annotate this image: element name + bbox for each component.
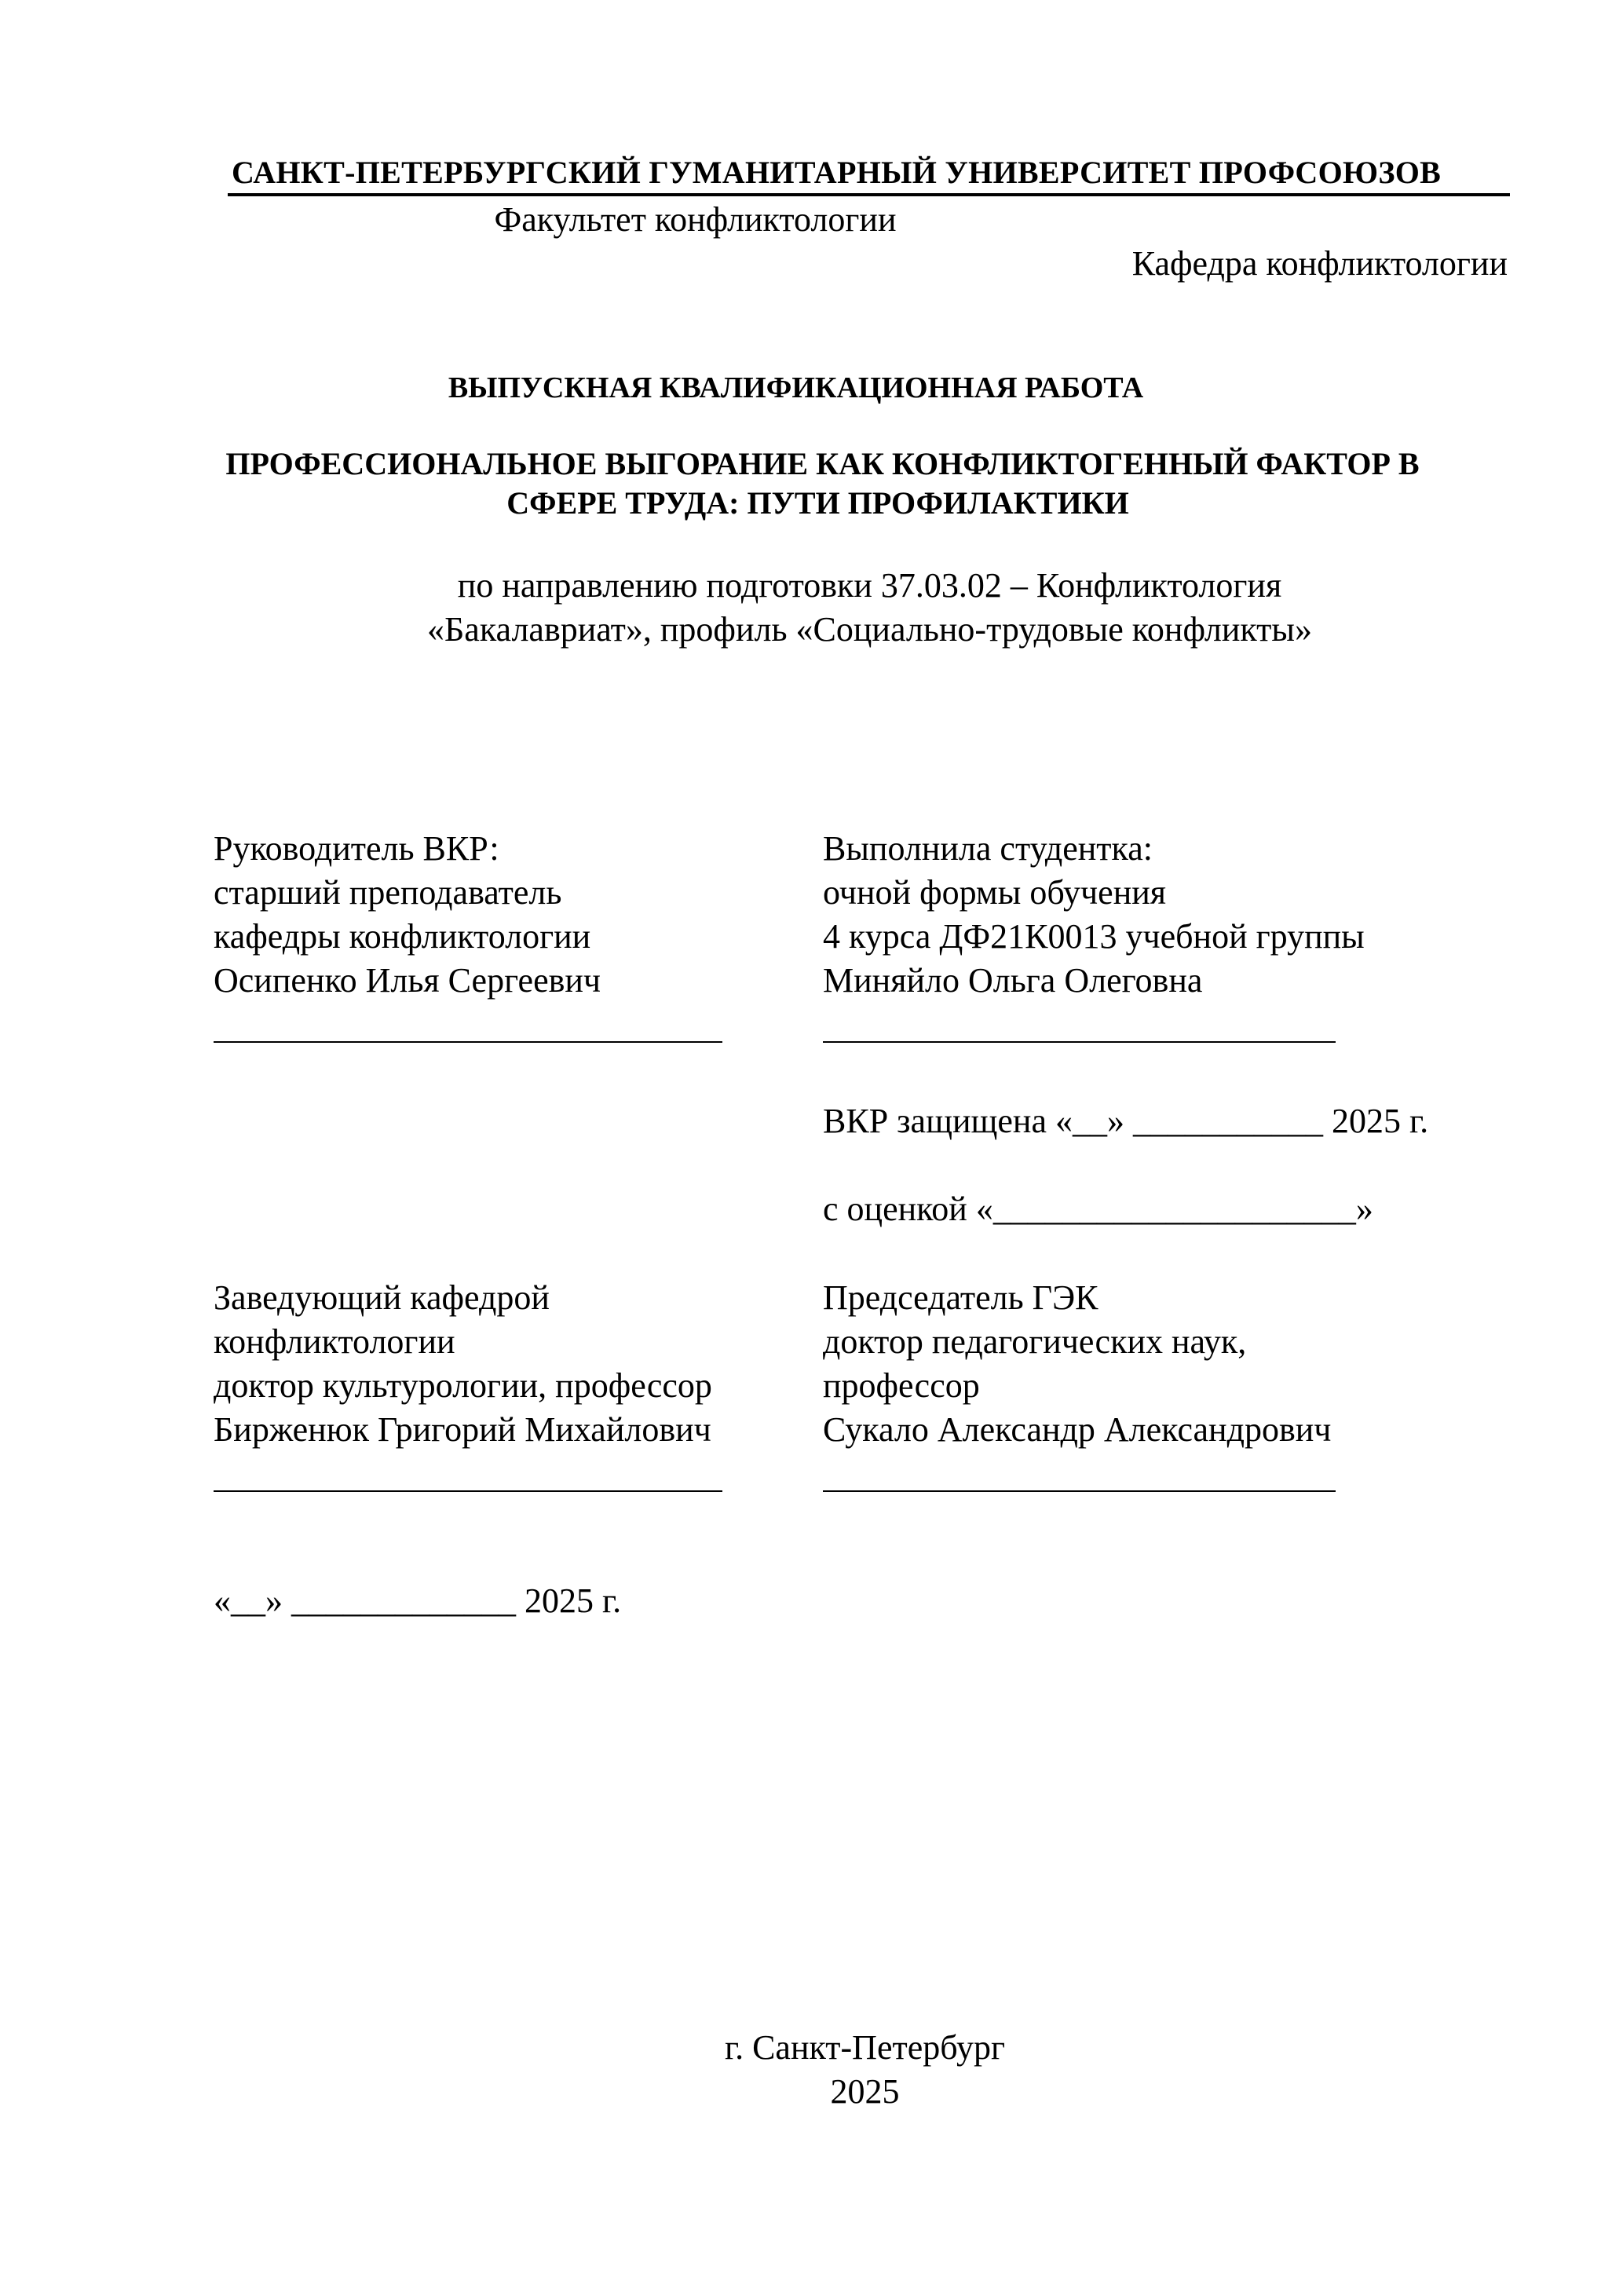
chairman-name: Сукало Александр Александрович xyxy=(823,1410,1332,1449)
supervisor-role: Руководитель ВКР: xyxy=(214,829,499,868)
student-signature-line xyxy=(823,1041,1336,1043)
chairman-degree: доктор педагогических наук, xyxy=(823,1322,1247,1361)
head-role: Заведующий кафедрой xyxy=(214,1278,550,1317)
university-name: САНКТ-ПЕТЕРБУРГСКИЙ ГУМАНИТАРНЫЙ УНИВЕРСИТЕТ ПРОФСОЮЗОВ xyxy=(232,155,1442,190)
chairman-signature-line xyxy=(823,1490,1336,1492)
head-of-department-block xyxy=(214,1276,712,1452)
head-signature-line xyxy=(214,1490,722,1492)
department-name: Кафедра конфликтологии xyxy=(1131,244,1508,283)
work-type-line xyxy=(0,371,1623,405)
student-group: 4 курса ДФ21К0013 учебной группы xyxy=(823,917,1365,956)
supervisor-position: старший преподаватель xyxy=(214,873,562,912)
university-underline xyxy=(228,193,1510,196)
head-degree: доктор культурологии, профессор xyxy=(214,1366,712,1405)
city: г. Санкт-Петербург xyxy=(724,2028,1005,2067)
defense-grade: с оценкой «_____________________» xyxy=(823,1190,1373,1228)
chairman-title: профессор xyxy=(823,1366,980,1405)
study-direction xyxy=(0,564,1623,652)
supervisor-department: кафедры конфликтологии xyxy=(214,917,591,956)
chairman-block xyxy=(823,1276,1331,1452)
date-line: «__» _____________ 2025 г. xyxy=(214,1581,622,1620)
work-type: ВЫПУСКНАЯ КВАЛИФИКАЦИОННАЯ РАБОТА xyxy=(448,371,1144,404)
defense-date: ВКР защищена «__» ___________ 2025 г. xyxy=(823,1102,1429,1140)
footer xyxy=(0,2026,1623,2114)
head-department: конфликтологии xyxy=(214,1322,455,1361)
chairman-role: Председатель ГЭК xyxy=(823,1278,1098,1317)
student-role: Выполнила студентка: xyxy=(823,829,1153,868)
thesis-topic xyxy=(0,444,1623,523)
year: 2025 xyxy=(830,2072,900,2111)
supervisor-signature-line xyxy=(214,1041,722,1043)
topic-line-1: ПРОФЕССИОНАЛЬНОЕ ВЫГОРАНИЕ КАК КОНФЛИКТОГЕННЫЙ ФАКТОР В xyxy=(225,446,1420,481)
student-name: Миняйло Ольга Олеговна xyxy=(823,961,1203,1000)
head-name: Бирженюк Григорий Михайлович xyxy=(214,1410,711,1449)
topic-line-2: СФЕРЕ ТРУДА: ПУТИ ПРОФИЛАКТИКИ xyxy=(506,485,1129,521)
direction-line-1: по направлению подготовки 37.03.02 – Конфликтология xyxy=(457,566,1282,605)
faculty-line xyxy=(0,199,1623,239)
faculty-name: Факультет конфликтологии xyxy=(494,200,897,239)
student-block xyxy=(823,827,1365,1003)
student-form: очной формы обучения xyxy=(823,873,1167,912)
supervisor-block xyxy=(214,827,601,1003)
direction-line-2: «Бакалавриат», профиль «Социально-трудовые конфликты» xyxy=(427,610,1312,649)
supervisor-name: Осипенко Илья Сергеевич xyxy=(214,961,601,1000)
